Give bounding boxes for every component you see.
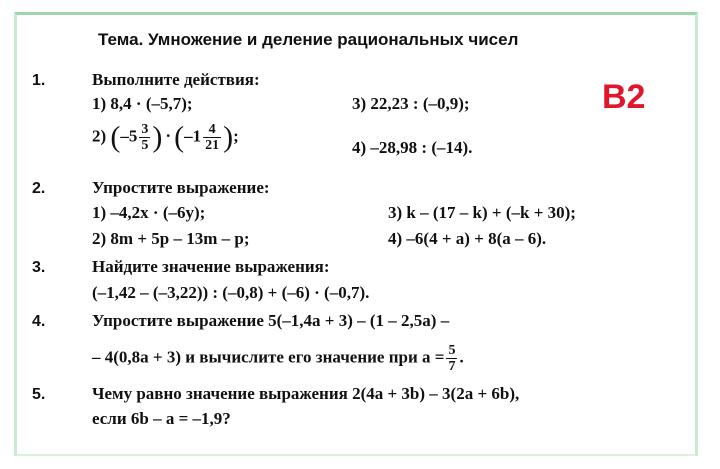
task-2-number: 2. xyxy=(32,180,46,197)
item-2-end: ; xyxy=(233,126,239,146)
task-1-heading: Выполните действия: xyxy=(92,70,260,89)
task-4-text: – 4(0,8a + 3) и вычислите его значение при xyxy=(92,347,418,367)
task-4-line-1: Упростите выражение 5(–1,4a + 3) – (1 – 2,5a) – xyxy=(92,311,450,330)
task-1-item-3: 3) 22,23 : (–0,9); xyxy=(352,94,470,113)
task-3-heading: Найдите значение выражения: xyxy=(92,257,330,276)
paren-open-2: ( xyxy=(174,120,185,154)
task-4-number: 4. xyxy=(32,313,46,330)
item-2-prefix: 2) xyxy=(92,126,107,146)
task-1-item-4: 4) –28,98 : (–14). xyxy=(352,138,473,157)
paren-close-2: ) xyxy=(223,120,234,154)
task-5-line-2: если 6b – a = –1,9? xyxy=(92,409,231,428)
task-4-variable: a = xyxy=(422,347,445,367)
fraction-a-value xyxy=(446,343,457,374)
task-2-item-2: 2) 8m + 5p – 13m – p; xyxy=(92,229,250,248)
fraction-b-denominator: 21 xyxy=(205,138,220,153)
task-1-item-2 xyxy=(92,122,239,153)
task-2-item-3: 3) k – (17 – k) + (–k + 30); xyxy=(388,203,576,222)
task-2-heading: Упростите выражение: xyxy=(92,178,270,197)
page-title: Тема. Умножение и деление рациональных чисел xyxy=(98,30,519,49)
mixed-number-b-whole: –1 xyxy=(184,126,202,146)
task-4-end: . xyxy=(459,347,464,367)
task-5-number: 5. xyxy=(32,386,46,403)
task-4-line-2 xyxy=(92,343,464,374)
task-3-expression: (–1,42 – (–3,22)) : (–0,8) + (–6) · (–0,7). xyxy=(92,283,370,302)
fraction-a-numerator: 3 xyxy=(141,122,149,137)
task-2-item-1: 1) –4,2x · (–6y); xyxy=(92,203,206,222)
fraction-value-denominator: 7 xyxy=(448,359,456,374)
fraction-a-denominator: 5 xyxy=(141,138,149,153)
fraction-b xyxy=(203,122,221,153)
fraction-a xyxy=(139,122,150,153)
task-2-item-4: 4) –6(4 + a) + 8(a – 6). xyxy=(388,229,547,248)
paren-close: ) xyxy=(152,120,163,154)
mixed-number-a-whole: –5 xyxy=(120,126,138,146)
task-1-number: 1. xyxy=(32,72,46,89)
variant-label: В2 xyxy=(602,78,646,116)
fraction-b-numerator: 4 xyxy=(203,122,221,138)
multiply-sign: · xyxy=(165,126,172,146)
paren-open: ( xyxy=(110,120,121,154)
task-1-item-1: 1) 8,4 · (–5,7); xyxy=(92,94,193,113)
task-5-line-1: Чему равно значение выражения 2(4a + 3b) – 3(2a + 6b), xyxy=(92,384,520,403)
fraction-value-numerator: 5 xyxy=(448,343,456,358)
task-3-number: 3. xyxy=(32,259,46,276)
